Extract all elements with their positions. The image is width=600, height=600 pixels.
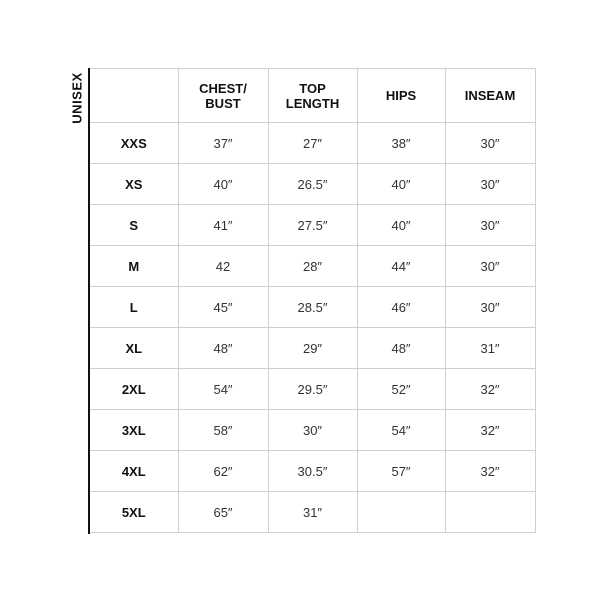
top-length-value: 30.5″ [268,451,357,492]
top-length-value: 28″ [268,246,357,287]
table-row [90,328,535,369]
hips-value [357,492,445,533]
header-chest-bust [178,69,268,123]
header-top-length-line-1: TOP [299,80,326,96]
table-row [90,287,535,328]
side-label-text: UNISEX [69,72,85,124]
size-label: 3XL [90,410,178,451]
hips-value: 52″ [357,369,445,410]
inseam-value: 32″ [445,410,535,451]
header-corner-cell [90,69,178,123]
inseam-value: 30″ [445,287,535,328]
chest-value: 45″ [178,287,268,328]
size-label: M [90,246,178,287]
top-length-value: 28.5″ [268,287,357,328]
size-label: XS [90,164,178,205]
hips-value: 57″ [357,451,445,492]
inseam-value: 30″ [445,205,535,246]
table-row [90,123,535,164]
size-label: L [90,287,178,328]
inseam-value: 30″ [445,164,535,205]
header-top-length-line-2: LENGTH [285,95,340,111]
inseam-value [445,492,535,533]
top-length-value: 27.5″ [268,205,357,246]
hips-value: 38″ [357,123,445,164]
chest-value: 40″ [178,164,268,205]
table-row [90,205,535,246]
hips-value: 46″ [357,287,445,328]
header-row [90,69,535,123]
table-row [90,451,535,492]
hips-value: 40″ [357,164,445,205]
size-label: 2XL [90,369,178,410]
header-hips-label: HIPS [385,88,417,103]
table-row [90,369,535,410]
chest-value: 58″ [178,410,268,451]
header-hips [357,69,445,123]
chest-value: 62″ [178,451,268,492]
table-row [90,246,535,287]
header-chest-line-1: CHEST/ [199,80,247,96]
hips-value: 48″ [357,328,445,369]
inseam-value: 30″ [445,246,535,287]
chest-value: 48″ [178,328,268,369]
top-length-value: 26.5″ [268,164,357,205]
table-row [90,410,535,451]
inseam-value: 32″ [445,451,535,492]
size-chart-table [90,68,536,533]
chest-value: 65″ [178,492,268,533]
size-label: 4XL [90,451,178,492]
header-chest-line-2: BUST [205,95,241,111]
top-length-value: 30″ [268,410,357,451]
header-inseam [445,69,535,123]
top-length-value: 31″ [268,492,357,533]
chest-value: 41″ [178,205,268,246]
inseam-value: 31″ [445,328,535,369]
chest-value: 54″ [178,369,268,410]
inseam-value: 30″ [445,123,535,164]
size-label: S [90,205,178,246]
table-row [90,164,535,205]
hips-value: 44″ [357,246,445,287]
chest-value: 37″ [178,123,268,164]
top-length-value: 27″ [268,123,357,164]
hips-value: 40″ [357,205,445,246]
size-label: XXS [90,123,178,164]
hips-value: 54″ [357,410,445,451]
inseam-value: 32″ [445,369,535,410]
header-top-length [268,69,357,123]
size-label: 5XL [90,492,178,533]
header-inseam-label: INSEAM [464,88,516,103]
top-length-value: 29″ [268,328,357,369]
side-label-unisex [68,68,86,128]
chest-value: 42 [178,246,268,287]
size-label: XL [90,328,178,369]
table-row [90,492,535,533]
top-length-value: 29.5″ [268,369,357,410]
